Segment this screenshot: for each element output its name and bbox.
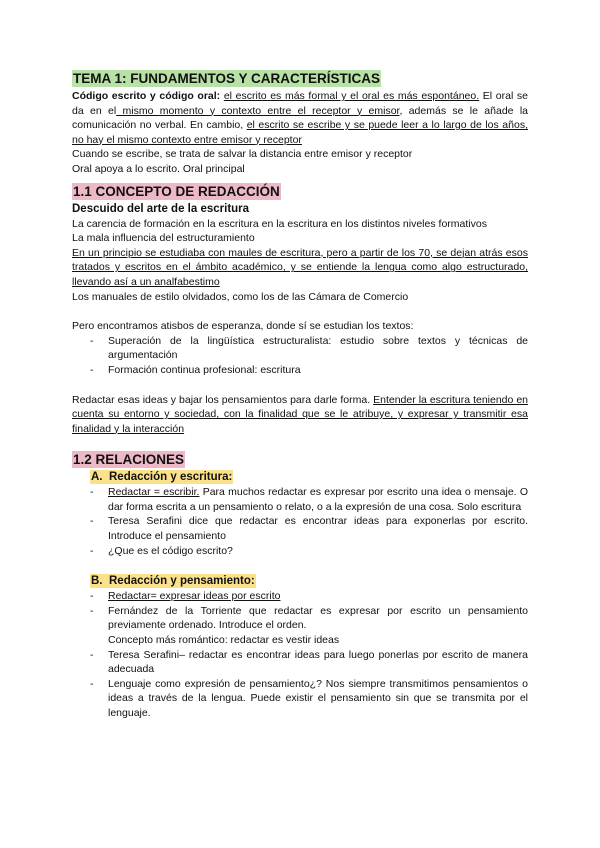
l6-underline: Entender la escritura teniendo en cuenta su entorno y sociedad, con la finalidad que se le atribuye, y expresar y transmitir esa finalidad y la interacción — [72, 393, 529, 435]
list-item: - Fernández de la Torriente que redactar es expresar por escrito un pensamiento previamente ordenado. Introduce el orden. Concepto más romántico: redactar es vestir ideas — [108, 604, 528, 648]
s11-line5: Pero encontramos atisbos de esperanza, donde sí se estudian los textos: — [72, 320, 414, 333]
s11-bullet-list — [72, 334, 528, 378]
s11-line4: Los manuales de estilo olvidados, como los de las Cámara de Comercio — [72, 290, 409, 303]
list-item: - Teresa Serafini dice que redactar es encontrar ideas para exponerlas por escrito. Introduce el pensamiento — [108, 514, 528, 543]
s12-title: 1.2 RELACIONES — [73, 452, 185, 468]
s12-a-list — [72, 485, 528, 558]
p1-text-2: , además se le añade la comunicación no verbal. En cambio, — [72, 104, 528, 132]
p1-underline-1: el escrito es más formal y el oral es más espontáneo. — [223, 90, 480, 102]
list-item: - ¿Que es el código escrito? — [108, 544, 528, 559]
s12-a-heading — [90, 469, 528, 485]
l6-text: Redactar esas ideas y bajar los pensamientos para darle forma. — [72, 393, 374, 406]
tema1-paragraph — [72, 89, 528, 147]
list-item: - Superación de la lingüística estructuralista: estudio sobre textos y técnicas de argumentación — [108, 334, 528, 363]
s11-line6 — [72, 393, 528, 437]
tema1-line2: Cuando se escribe, se trata de salvar la distancia entre emisor y receptor — [72, 148, 413, 161]
list-item: - Formación continua profesional: escritura — [108, 363, 528, 378]
p1-underline-3: el escrito se escribe y se puede leer a lo largo de los años, no hay el mismo contexto entre emisor y receptor — [72, 119, 528, 146]
p1-bold: Código escrito y código oral: — [72, 90, 221, 102]
s12-b-list — [72, 589, 528, 720]
s11-heading — [72, 183, 528, 201]
s12-b-heading — [90, 573, 528, 589]
list-item: - Teresa Serafini– redactar es encontrar ideas para luego ponerlas por escrito de manera adecuada — [108, 648, 528, 677]
s12-b-label: B. Redacción y pensamiento: — [91, 575, 255, 588]
document-content — [72, 70, 528, 721]
p1-underline-2: mismo momento y contexto entre el receptor y emisor — [116, 104, 400, 117]
s12-a-label: A. Redacción y escritura: — [91, 471, 233, 484]
list-item: - Redactar= expresar ideas por escrito — [108, 589, 528, 604]
s11-title: 1.1 CONCEPTO DE REDACCIÓN — [73, 183, 280, 199]
list-item: - Redactar = escribir. Para muchos redactar es expresar por escrito una idea o mensaje. O dar forma escrita a un pensamiento o relato, o a la expresión de una cosa. Solo escritura — [108, 485, 528, 514]
s11-line3: En un principio se estudiaba con maules de escritura, pero a partir de los 70, se dejan atrás esos tratados y escritos en el ámbito académico, y se entiende la lengua como algo estructurado, llevando así a un analfabestimo — [72, 246, 528, 288]
s11-subtitle: Descuido del arte de la escritura — [72, 202, 250, 215]
tema1-heading — [72, 70, 528, 87]
list-item: - Lenguaje como expresión de pensamiento¿? Nos siempre transmitimos pensamientos o ideas a través de la lengua. Puede existir el pensamiento sin que se transmita por el lenguaje. — [108, 677, 528, 721]
s12-heading — [72, 451, 528, 469]
tema1-title: TEMA 1: FUNDAMENTOS Y CARACTERÍSTICAS — [73, 71, 381, 86]
s11-line2: La mala influencia del estructuramiento — [72, 232, 255, 245]
tema1-line3: Oral apoya a lo escrito. Oral principal — [72, 162, 245, 175]
p1-text-1: El oral se da en el — [72, 90, 529, 117]
s11-line1: La carencia de formación en la escritura en la escritura en los distintos niveles formativos — [72, 217, 487, 230]
